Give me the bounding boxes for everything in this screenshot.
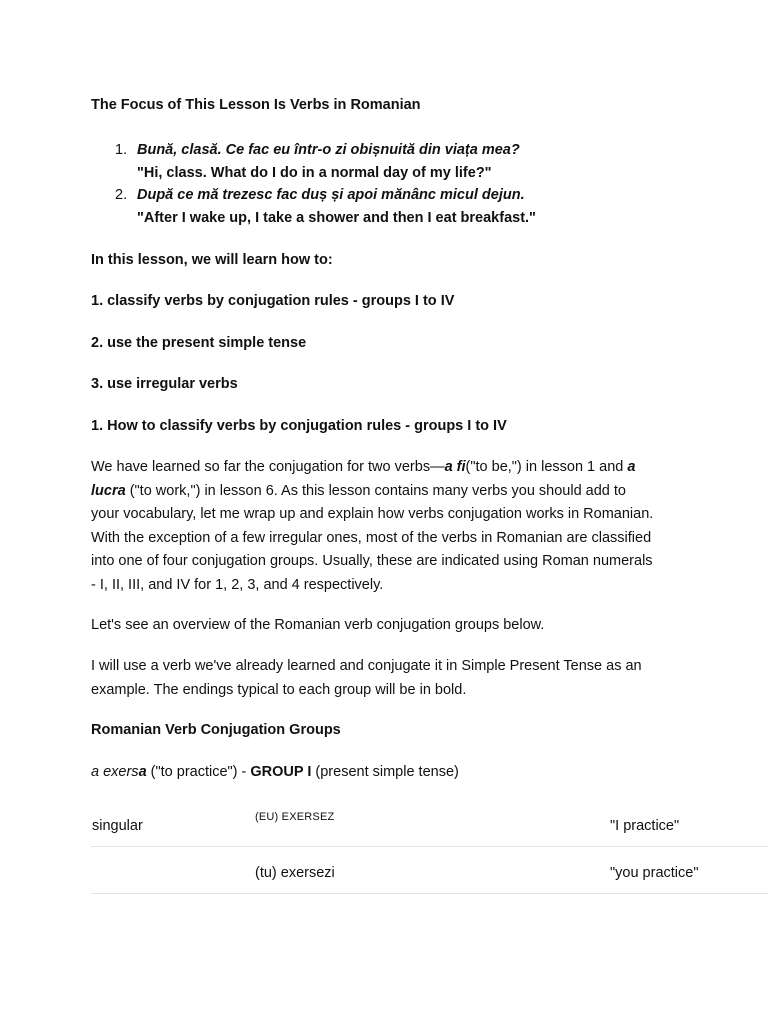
dialogue-romanian: După ce mă trezesc fac duș și apoi mănânc micul dejun.: [137, 187, 525, 203]
verb-a-lucra-part: lucra: [91, 482, 126, 499]
english-gloss-cell: "you practice": [610, 865, 699, 881]
table-row: [91, 800, 768, 847]
para-text: We have learned so far the conjugation for two verbs—: [91, 459, 445, 475]
english-gloss-cell: "I practice": [610, 818, 680, 834]
goal-item-2: 2. use the present simple tense: [91, 335, 307, 351]
dialogue-number: 1.: [115, 142, 128, 158]
goal-item-3: 3. use irregular verbs: [91, 376, 238, 392]
para-line: I will use a verb we've already learned and conjugate it in Simple Present Tense as an: [91, 658, 642, 674]
verb-ending: a: [138, 764, 147, 780]
table-row: [91, 847, 768, 894]
tense-label: (present simple tense): [311, 764, 459, 780]
group-1-heading: [91, 764, 459, 780]
intro-paragraph: [91, 456, 691, 597]
dialogue-english: "Hi, class. What do I do in a normal day of my life?": [137, 165, 492, 181]
para-text: ("to work,") in lesson 6. As this lesson contains many verbs you should add to: [125, 482, 626, 499]
page-title: The Focus of This Lesson Is Verbs in Romanian: [91, 97, 421, 113]
para-text: ("to be,") in lesson 1 and: [465, 459, 628, 475]
section-heading: 1. How to classify verbs by conjugation rules - groups I to IV: [91, 418, 507, 434]
para-line: your vocabulary, let me wrap up and explain how verbs conjugation works in Romanian.: [91, 506, 654, 522]
para-line: into one of four conjugation groups. Usually, these are indicated using Roman numerals: [91, 553, 653, 569]
para-line: example. The endings typical to each group will be in bold.: [91, 681, 467, 698]
number-cell: singular: [92, 818, 143, 834]
verb-a-fi: a fi: [444, 459, 466, 475]
verb-stem: a exers: [91, 764, 139, 780]
dialogue-english: "After I wake up, I take a shower and then I eat breakfast.": [137, 210, 536, 226]
goal-item-1: 1. classify verbs by conjugation rules - groups I to IV: [91, 293, 455, 309]
group-label: GROUP I: [250, 764, 312, 780]
dialogue-romanian: Bună, clasă. Ce fac eu într-o zi obișnuită din viața mea?: [137, 142, 520, 158]
para-line: With the exception of a few irregular ones, most of the verbs in Romanian are classified: [91, 529, 652, 546]
dialogue-number: 2.: [115, 187, 128, 203]
overview-paragraph: Let's see an overview of the Romanian verb conjugation groups below.: [91, 617, 545, 633]
para-line: - I, II, III, and IV for 1, 2, 3, and 4 respectively.: [91, 576, 384, 593]
conjugation-table: [91, 800, 768, 894]
example-paragraph: [91, 655, 691, 702]
verb-a-lucra-part: a: [627, 459, 636, 475]
verb-gloss: ("to practice") -: [146, 764, 251, 780]
groups-heading: Romanian Verb Conjugation Groups: [91, 722, 341, 738]
learn-heading: In this lesson, we will learn how to:: [91, 252, 333, 268]
romanian-form-cell: (tu) exersezi: [255, 865, 335, 881]
romanian-form-cell: (EU) EXERSEZ: [255, 811, 335, 823]
